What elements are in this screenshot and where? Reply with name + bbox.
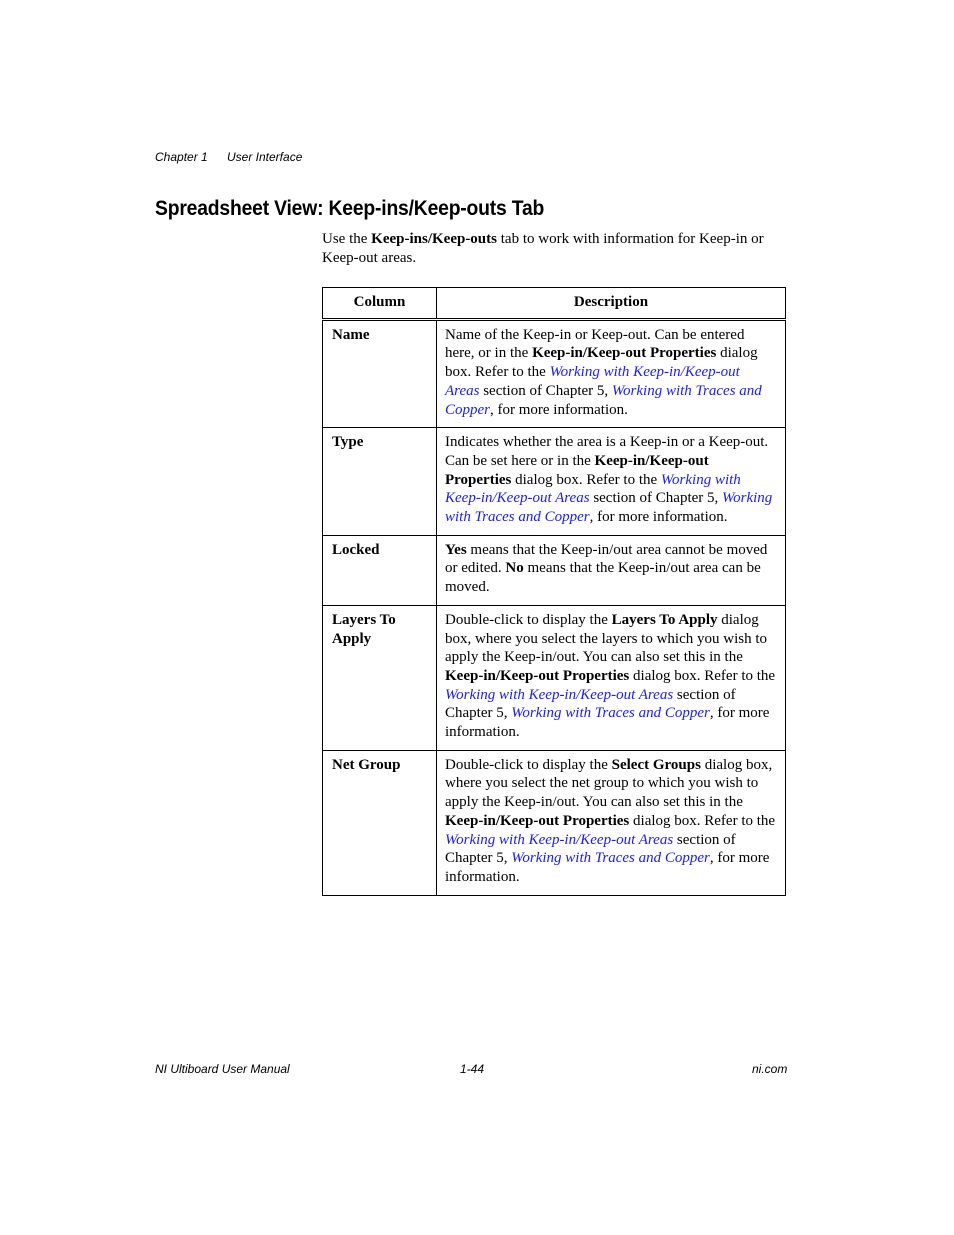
cross-ref-link[interactable]: Working with Traces and Copper xyxy=(511,705,710,722)
desc-text: dialog box. Refer to the xyxy=(445,345,758,381)
header-chapter: Chapter 1 xyxy=(155,150,208,164)
desc-text: dialog box, where you select the layers to which you wish to apply the Keep-in/out. You can also set this in the xyxy=(445,611,768,666)
row-description xyxy=(437,428,786,536)
footer-manual-title: NI Ultiboard User Manual xyxy=(155,1062,290,1076)
cross-ref-link[interactable]: Working with Traces and Copper xyxy=(511,850,710,867)
desc-bold: No xyxy=(505,560,524,577)
desc-bold: Yes xyxy=(445,541,467,558)
row-description xyxy=(437,605,786,750)
desc-text: dialog box. Refer to the xyxy=(629,667,776,684)
header-column: Column xyxy=(323,288,437,320)
desc-text: , for more information. xyxy=(445,850,770,885)
table-row xyxy=(323,428,786,536)
page-title: Spreadsheet View: Keep-ins/Keep-outs Tab xyxy=(155,197,545,220)
row-name: Name xyxy=(323,319,437,428)
cross-ref-link[interactable]: Working with Keep-in/Keep-out Areas xyxy=(445,364,740,399)
desc-text: , for more information. xyxy=(589,509,728,526)
columns-table xyxy=(322,287,786,896)
cross-ref-link[interactable]: Working with Keep-in/Keep-out Areas xyxy=(445,686,674,703)
header-description: Description xyxy=(437,288,786,320)
running-header xyxy=(155,150,302,164)
table-row xyxy=(323,750,786,895)
row-description xyxy=(437,750,786,895)
intro-text: tab to work with information for Keep-in or Keep-out areas. xyxy=(322,231,764,266)
intro-bold-term: Keep-ins/Keep-outs xyxy=(371,231,497,247)
desc-bold: Keep-in/Keep-out Properties xyxy=(445,812,630,829)
desc-bold: Keep-in/Keep-out Properties xyxy=(532,345,717,362)
table-row xyxy=(323,605,786,750)
row-name: Layers To Apply xyxy=(323,605,437,750)
desc-bold: Keep-in/Keep-out Properties xyxy=(445,452,709,488)
desc-bold: Layers To Apply xyxy=(611,611,718,628)
desc-text: means that the Keep-in/out area cannot be moved or edited. xyxy=(445,541,768,577)
desc-text: section of Chapter 5, xyxy=(479,382,612,399)
desc-text: dialog box. Refer to the xyxy=(629,812,776,829)
intro-text: Use the xyxy=(322,231,372,247)
table-row xyxy=(323,535,786,605)
footer-website: ni.com xyxy=(752,1062,788,1076)
desc-text: , for more information. xyxy=(445,705,770,741)
desc-bold: Select Groups xyxy=(611,756,701,773)
cross-ref-link[interactable]: Working with Keep-in/Keep-out Areas xyxy=(445,831,674,848)
desc-text: Name of the Keep-in or Keep-out. Can be entered here, or in the xyxy=(445,326,745,362)
row-name: Type xyxy=(323,428,437,536)
desc-text: Indicates whether the area is a Keep-in or a Keep-out. Can be set here or in the xyxy=(445,434,769,469)
intro-paragraph xyxy=(322,230,792,268)
cross-ref-link[interactable]: Working with Keep-in/Keep-out Areas xyxy=(445,471,741,507)
row-description xyxy=(437,535,786,605)
table-row xyxy=(323,319,786,428)
desc-text: section of Chapter 5, xyxy=(589,490,723,507)
desc-text: , for more information. xyxy=(490,401,628,418)
desc-text: Double-click to display the xyxy=(445,611,612,628)
table-header-row xyxy=(323,288,786,320)
desc-text: dialog box. Refer to the xyxy=(511,471,661,488)
desc-text: section of Chapter 5, xyxy=(445,831,736,867)
row-name: Locked xyxy=(323,535,437,605)
cross-ref-link[interactable]: Working with Traces and Copper xyxy=(445,382,762,418)
footer-page-number: 1-44 xyxy=(460,1062,485,1076)
desc-text: section of Chapter 5, xyxy=(445,686,736,722)
desc-text: dialog box, where you select the net group to which you wish to apply the Keep-in/out. You can also set this in the xyxy=(445,756,773,811)
desc-bold: Keep-in/Keep-out Properties xyxy=(445,667,630,684)
desc-text: Double-click to display the xyxy=(445,756,612,773)
cross-ref-link[interactable]: Working with Traces and Copper xyxy=(445,490,773,526)
row-description xyxy=(437,319,786,428)
header-section: User Interface xyxy=(227,150,303,164)
row-name: Net Group xyxy=(323,750,437,895)
desc-text: means that the Keep-in/out area can be moved. xyxy=(445,560,761,596)
